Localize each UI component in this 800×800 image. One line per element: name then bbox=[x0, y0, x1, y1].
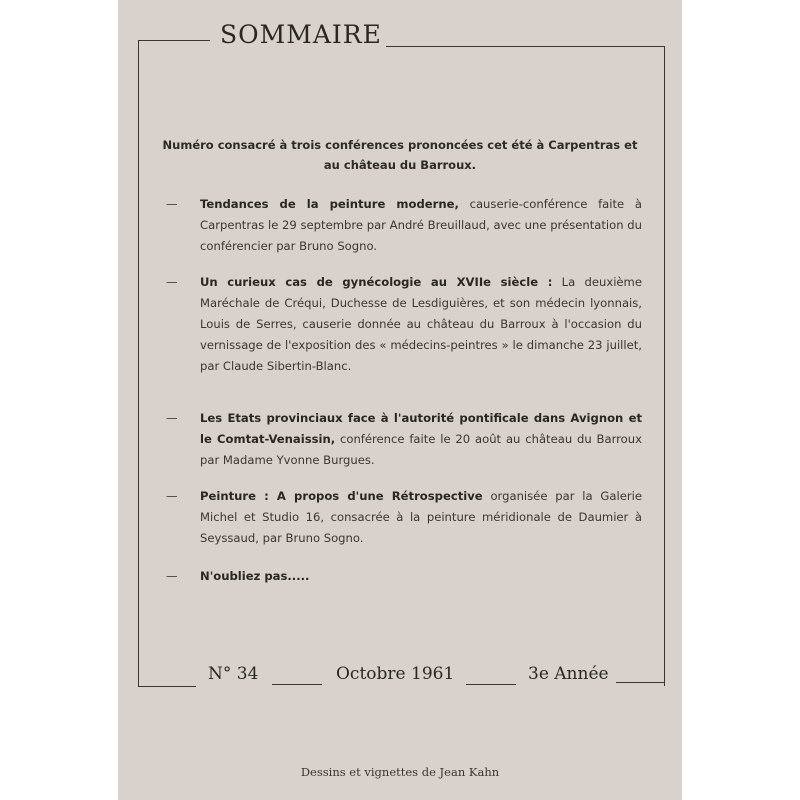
top-rule-right bbox=[386, 46, 664, 47]
bottom-rule-4 bbox=[616, 682, 664, 683]
toc-entry bbox=[166, 272, 642, 377]
entry-dash: — bbox=[166, 275, 178, 289]
page-title: SOMMAIRE bbox=[220, 20, 382, 49]
document-page bbox=[118, 0, 682, 800]
toc-entry bbox=[166, 566, 642, 587]
entry-dash: — bbox=[166, 411, 178, 425]
bottom-rule-2 bbox=[272, 684, 322, 685]
frame-left bbox=[138, 40, 139, 686]
bottom-rule-3 bbox=[466, 684, 516, 685]
entry-title: Peinture : A propos d'une Rétrospective bbox=[200, 489, 483, 503]
credits-line: Dessins et vignettes de Jean Kahn bbox=[300, 765, 500, 779]
entry-title: N'oubliez pas..... bbox=[200, 569, 310, 583]
entry-dash: — bbox=[166, 489, 178, 503]
issue-date: Octobre 1961 bbox=[336, 664, 455, 684]
top-rule-left bbox=[138, 40, 210, 41]
frame-right bbox=[664, 46, 665, 686]
issue-number: N° 34 bbox=[208, 664, 259, 684]
intro-text: Numéro consacré à trois conférences prononcées cet été à Carpentras et au château du Barroux. bbox=[162, 138, 638, 172]
toc-entry bbox=[166, 486, 642, 549]
toc-entry bbox=[166, 194, 642, 257]
entry-description: organisée par la Galerie Michel et Studio 16, consacrée à la peinture méridionale de Daumier à Seyssaud, par Bruno Sogno. bbox=[200, 489, 642, 545]
issue-year: 3e Année bbox=[528, 664, 609, 684]
entry-dash: — bbox=[166, 569, 178, 583]
entry-title: Tendances de la peinture moderne, bbox=[200, 197, 459, 211]
entry-description: La deuxième Maréchale de Créqui, Duchesse de Lesdiguières, et son médecin lyonnais, Louis de Serres, causerie donnée au château du Barroux à l'occasion du vernissage de l'exposition des « médecins-peintres » le dimanche 23 juillet, par Claude Sibertin-Blanc. bbox=[200, 275, 642, 373]
toc-entry bbox=[166, 408, 642, 471]
entry-title: Un curieux cas de gynécologie au XVIIe siècle : bbox=[200, 275, 553, 289]
entry-description: causerie-conférence faite à Carpentras le 29 septembre par André Breuillaud, avec une présentation du conférencier par Bruno Sogno. bbox=[200, 197, 642, 253]
entry-title: Les Etats provinciaux face à l'autorité pontificale dans Avignon et le Comtat-Venaissin, bbox=[200, 411, 642, 446]
entry-dash: — bbox=[166, 197, 178, 211]
bottom-rule-1 bbox=[138, 686, 196, 687]
entry-description: conférence faite le 20 août au château du Barroux par Madame Yvonne Burgues. bbox=[200, 432, 642, 467]
